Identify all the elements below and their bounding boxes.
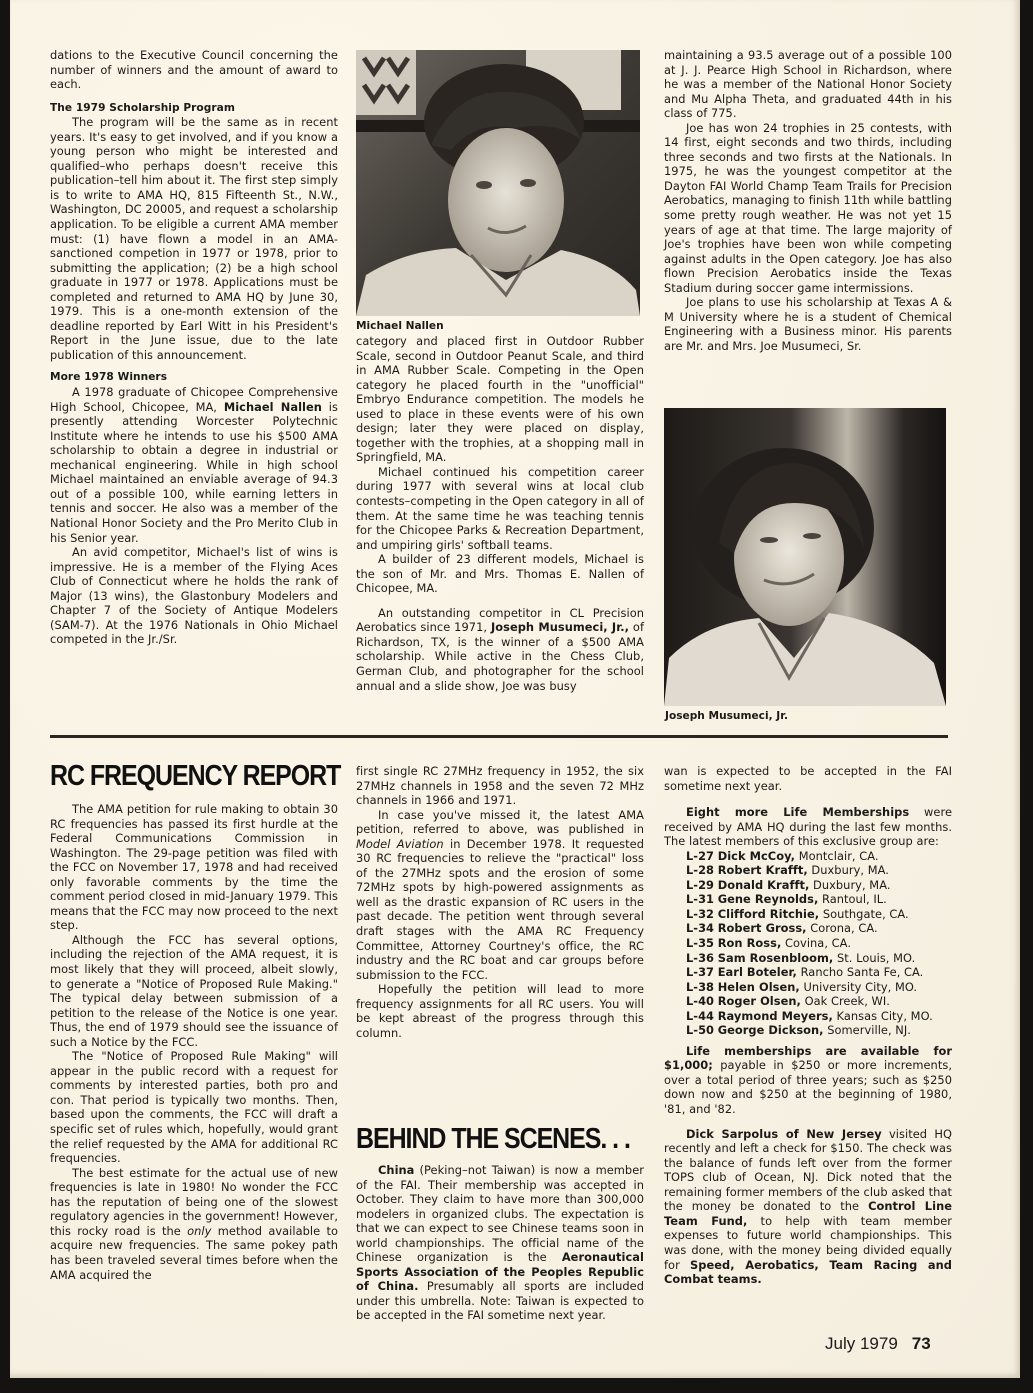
rc-paragraph-5: first single RC 27MHz frequency in 1952, the six 27MHz channels in 1958 and the seven 72 MHz channels in 1966 and 1971. <box>356 764 644 808</box>
life-member-item <box>664 892 952 907</box>
member-name: Raymond Meyers, <box>717 1008 833 1023</box>
life-member-item <box>664 863 952 878</box>
bts-china-paragraph: China (Peking–not Taiwan) is now a member of the FAI. Their membership was accepted in October. They claim to have more than 300,000 modelers in organized clubs. The expectation is that we can expect to see Chinese teams soon in world championships. The official name of the Chinese organization is the Aeronautical Sports Association of the Peoples Republic of China. Presumably all sports are included under this umbrella. Note: Taiwan is expected to be accepted in the FAI sometime next year. <box>356 1163 644 1323</box>
life-member-item <box>664 921 952 936</box>
life-member-item <box>664 1023 952 1038</box>
rc-paragraph-1: The AMA petition for rule making to obtain 30 RC frequencies has passed its first hurdle at the Federal Communications Commission in Washington. The 29-page petition was filed with the FCC on November 17, 1978 and had received only favorable comments by the time the comment period closed in mid-January 1979. This means that the FCC may now proceed to the next step. <box>50 802 338 933</box>
member-name: Clifford Ritchie, <box>717 906 820 921</box>
rc-paragraph-2: Although the FCC has several options, including the rejection of the AMA request, it is most likely that they will proceed, albeit slowly, to generate a "Notice of Proposed Rule Making." The typical delay between submission of a petition to the release of the Notice is one year. Thus, the end of 1979 should see the issuance of such a Notice by the FCC. <box>50 932 338 1049</box>
musumeci-paragraph-3: Joe has won 24 trophies in 25 contests, with 14 first, eight seconds and two thirds, including three seconds and two firsts at the Nationals. In 1975, he was the youngest competitor at the Dayton FAI World Champ Team Trails for Precision Aerobatics, managing to finish 11th while battling some pretty rough weather. He was not yet 15 years of age at that time. The large majority of Joe's trophies have been won while competing against adults in the Open category. Joe has also flown Precision Aerobatics inside the Texas Stadium during soccer game intermissions. <box>664 120 952 295</box>
member-number: L-29 <box>686 877 715 892</box>
bts-life-membership-price-paragraph: Life memberships are available for $1,000; payable in $250 or more increments, over a total period of three years; such as $250 down now and $250 at the beginning of 1980, '81, and '82. <box>664 1043 952 1117</box>
issue-date: July 1979 <box>825 1334 898 1353</box>
member-number: L-37 <box>686 965 715 980</box>
model-aviation-title: Model Aviation <box>356 836 444 851</box>
nallen-paragraph-2: Michael continued his competition career during 1977 with several wins at local club contests–competing in the Open category in all of them. At the same time he was teaching tennis for the Chicopee Parks & Recreation Department, and umpiring girls' softball teams. <box>356 464 644 552</box>
member-location: Duxbury, MA. <box>811 863 889 878</box>
member-number: L-35 <box>686 936 715 951</box>
rc-frequency-report-column-2 <box>356 764 644 1040</box>
page-footer <box>825 1334 931 1354</box>
member-location: University City, MO. <box>803 979 918 994</box>
section-divider <box>50 735 948 738</box>
member-number: L-36 <box>686 950 715 965</box>
intro-paragraph: dations to the Executive Council concerning the number of winners and the amount of award to each. <box>50 48 338 92</box>
behind-the-scenes-column-2 <box>664 764 952 1287</box>
member-name: Earl Boteler, <box>717 965 797 980</box>
life-members-list <box>664 849 952 1038</box>
caption-joseph-musumeci: Joseph Musumeci, Jr. <box>665 710 788 722</box>
rc-paragraph-4: The best estimate for the actual use of new frequencies is late in 1980! No wonder the FCC has the reputation of being one of the slowest regulatory agencies in the government! However, this rocky road is the only method available to acquire new frequencies. The same pokey path has been traveled several times before when the AMA acquired the <box>50 1165 339 1282</box>
rc-frequency-report-column-1 <box>50 760 341 1282</box>
member-location: Kansas City, MO. <box>836 1008 933 1023</box>
behind-the-scenes-headline: BEHIND THE SCENES. . . <box>356 1123 630 1155</box>
life-member-item <box>664 907 952 922</box>
bts-sarpolus-paragraph: Dick Sarpolus of New Jersey visited HQ recently and left a check for $150. The check was the balance of funds left over from the former TOPS club of Ocean, NJ. Dick noted that the remaining former members of the club asked that the money be donated to the Control Line Team Fund, to help with team member expenses to future world championships. This was done, with the money being divided equally for Speed, Aerobatics, Team Racing and Combat teams. <box>664 1126 953 1287</box>
member-number: L-28 <box>686 863 715 878</box>
musumeci-paragraph-2: maintaining a 93.5 average out of a possible 100 at J. J. Pearce High School in Richardson, where he was a member of the National Honor Society and Mu Alpha Theta, and graduated 44th in his class of 775. <box>664 48 952 121</box>
nallen-paragraph-1: category and placed first in Outdoor Rubber Scale, second in Outdoor Peanut Scale, and third in AMA Rubber Scale. Competing in the Open category he placed fourth in the "unofficial" Embryo Endurance competition. The models he used to place in these events were of his own design; later they were placed on display, together with the trophies, at a shopping mall in Springfield, MA. <box>356 334 644 465</box>
behind-the-scenes-column-1 <box>356 1123 644 1323</box>
program-paragraph: The program will be the same as in recent years. It's easy to get involved, and if you know a young person who might be interested and qualified–who perhaps doesn't receive this publication–tell him about it. The first step simply is to write to AMA HQ, 815 Fifteenth St., N.W., Washington, DC 20005, and request a scholarship application. To be eligible a current AMA member must: (1) have flown a model in an AMA-sanctioned competion in 1977 or 1978, prior to submitting the application; (2) be a high school graduate in 1977 or 1978. Applications must be completed and returned to AMA HQ by June 30, 1979. This is a one-month extension of the deadline reported by Earl Witt in his President's Report in the June issue, due to the late publication of this announcement. <box>50 115 338 362</box>
page-number: 73 <box>911 1334 931 1353</box>
rc-paragraph-3: The "Notice of Proposed Rule Making" will appear in the public record with a request for comments by interested parties, both pro and con. That period is typically two months. Then, based upon the comments, the FCC will draft a specific set of rules which, hopefully, would grant the relief requested by the AMA for additional RC frequencies. <box>50 1049 338 1166</box>
column-1 <box>50 48 338 647</box>
life-member-item <box>664 849 952 864</box>
caption-michael-nallen: Michael Nallen <box>356 320 444 332</box>
member-name: Robert Gross, <box>717 921 807 936</box>
photo-joseph-musumeci <box>664 408 946 706</box>
member-name: Roger Olsen, <box>717 994 801 1009</box>
member-name: Gene Reynolds, <box>717 892 819 907</box>
member-number: L-50 <box>686 1023 715 1038</box>
life-member-item <box>664 951 952 966</box>
member-location: Duxbury, MA. <box>813 877 891 892</box>
rc-frequency-report-headline: RC FREQUENCY REPORT <box>50 760 341 792</box>
member-number: L-40 <box>686 994 715 1009</box>
member-number: L-34 <box>686 921 715 936</box>
magazine-page <box>10 0 1020 1378</box>
member-location: Corona, CA. <box>810 921 878 936</box>
member-location: Rancho Santa Fe, CA. <box>800 965 924 980</box>
member-number: L-27 <box>686 848 715 863</box>
member-location: Rantoul, IL. <box>822 892 887 907</box>
member-location: Southgate, CA. <box>822 906 909 921</box>
photo-michael-nallen <box>356 50 640 316</box>
life-member-item <box>664 1009 952 1024</box>
member-number: L-31 <box>686 892 715 907</box>
member-number: L-38 <box>686 979 715 994</box>
column-3 <box>664 48 952 353</box>
portrait-photo-icon <box>356 50 640 316</box>
winner-name-musumeci: Joseph Musumeci, Jr., <box>490 620 630 635</box>
member-location: Somerville, NJ. <box>827 1023 911 1038</box>
member-name: Dick McCoy, <box>717 848 796 863</box>
heading-scholarship-program: The 1979 Scholarship Program <box>50 101 235 114</box>
member-location: Covina, CA. <box>785 936 851 951</box>
member-name: Donald Krafft, <box>717 877 810 892</box>
column-2 <box>356 334 644 693</box>
member-name: Robert Krafft, <box>717 863 808 878</box>
member-name: Helen Olsen, <box>717 979 800 994</box>
chinese-organization-name: Aeronautical Sports Association of the Peoples Republic of China. <box>356 1250 644 1294</box>
rc-paragraph-6: In case you've missed it, the latest AMA petition, referred to above, was published in Model Aviation in December 1978. It requested 30 RC frequencies to relieve the "practical" loss of the 27MHz spots and the erosion of some 72MHz spots by high-powered assignments as well as the drastic expansion of RC users in the past decade. The petition went through several draft stages with the AMA RC Frequency Committee, Attorney Courtney's office, the RC industry and the RC boat and car groups before submission to the FCC. <box>356 807 644 982</box>
heading-more-winners: More 1978 Winners <box>50 371 168 384</box>
member-location: Montclair, CA. <box>798 848 879 863</box>
winners-paragraph-2: An avid competitor, Michael's list of wins is impressive. He is a member of the Flying Aces Club of Connecticut where he holds the rank of Major (13 wins), the Glastonbury Modelers and Chapter 7 of the Society of Antique Modelers (SAM-7). At the 1976 Nationals in Ohio Michael competed in the Jr./Sr. <box>50 545 338 647</box>
life-member-item <box>664 936 952 951</box>
life-member-item <box>664 965 952 980</box>
bts-life-memberships-paragraph: Eight more Life Memberships were received by AMA HQ during the last few months. The latest members of this exclusive group are: <box>664 805 952 849</box>
member-name: George Dickson, <box>717 1023 824 1038</box>
nallen-paragraph-3: A builder of 23 different models, Michael is the son of Mr. and Mrs. Thomas E. Nallen of Chicopee, MA. <box>356 552 644 596</box>
musumeci-paragraph-1: An outstanding competitor in CL Precision Aerobatics since 1971, Joseph Musumeci, Jr., of Richardson, TX, is the winner of a $500 AMA scholarship. While active in the Chess Club, German Club, and photographer for the school annual and a slide show, Joe was busy <box>356 605 645 693</box>
portrait-photo-icon <box>664 408 946 706</box>
member-number: L-44 <box>686 1008 715 1023</box>
bts-china-continuation: wan is expected to be accepted in the FAI sometime next year. <box>664 764 952 793</box>
rc-paragraph-7: Hopefully the petition will lead to more frequency assignments for all RC users. You will be kept abreast of the progress through this column. <box>356 982 644 1040</box>
member-name: Ron Ross, <box>717 936 782 951</box>
winners-paragraph-1: A 1978 graduate of Chicopee Comprehensive High School, Chicopee, MA, Michael Nallen is presently attending Worcester Polytechnic Institute where he intends to use his $500 AMA scholarship to obtain a degree in industrial or mechanical engineering. While in high school Michael maintained an enviable average of 94.3 out of a possible 100, while earning letters in tennis and soccer. He also was a member of the National Honor Society and the Pro Merito Club in his Senior year. <box>50 385 338 545</box>
winner-name-nallen: Michael Nallen <box>223 399 322 414</box>
life-member-item <box>664 980 952 995</box>
musumeci-paragraph-4: Joe plans to use his scholarship at Texas A & M University where he is a student of Chemical Engineering with a Business minor. His parents are Mr. and Mrs. Joe Musumeci, Sr. <box>664 295 952 353</box>
member-name: Sam Rosenbloom, <box>717 950 834 965</box>
life-member-item <box>664 994 952 1009</box>
life-member-item <box>664 878 952 893</box>
member-number: L-32 <box>686 906 715 921</box>
member-location: Oak Creek, WI. <box>804 994 890 1009</box>
member-location: St. Louis, MO. <box>836 950 916 965</box>
